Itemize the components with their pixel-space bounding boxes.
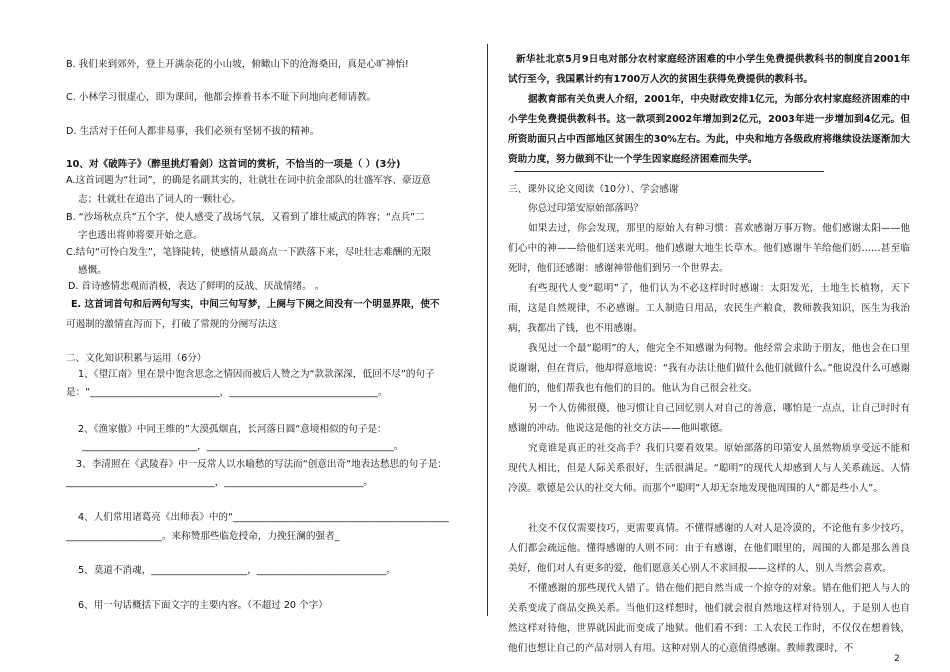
fill-question-5: 5、莫道不消魂，____________________，___________________________。 — [78, 565, 396, 576]
passage-paragraph-2: 有些现代人变“聪明”了，他们认为不必这样时时感谢：太阳发光，土地生长植物，天下雨，这是自然规律，不必感谢。工人制造日用品，农民生产粮食，教师教我知识，医生为我治病，我都出了钱，也不用感谢。 — [508, 283, 910, 334]
q10-option-a-line1: A.这首词题为“壮词”，的确是名副其实的，壮就壮在词中抗金部队的壮盛军容、豪迈意 — [66, 175, 431, 186]
option-d-line: D. 生活对于任何人都非易事，我们必须有坚韧不拔的精神。 — [66, 126, 320, 137]
fill-question-1: 1、《望江南》里在景中饱含思念之情因而被后人赞之为“款款深深，低回不尽”的句子 — [78, 369, 435, 380]
q10-option-b-line1: B. “沙场秋点兵”五个字，使人感受了战场气氛，又看到了雄壮威武的阵容；“点兵”二 — [66, 212, 425, 223]
option-b-line: B. 我们来到郊外，登上开满杂花的小山坡，俯瞰山下的沧海桑田，真是心旷神怡! — [66, 59, 409, 70]
news-paragraph-2: 据教育部有关负责人介绍，2001年，中央财政安排1亿元，为部分农村家庭经济困难的中小学生免费提供教科书。这一款项到2002年增加到2亿元，2003年进一步增加到4亿元。但所资助面只占中西部地区贫困生的30%左右。为此，中央和地方各级政府将继续设法逐渐加大资助力度，努力做到不让一个学生因家庭经济困难而失学。 — [508, 94, 910, 165]
passage-paragraph-3: 我见过一个最“聪明”的人，他完全不知感谢为何物。他经常会求助于朋友，他也会在口里说谢谢，但在背后，他却得意地说：“我有办法让他们做什么他们就做什么。”他说没什么可感谢他们的，他们帮我也有他们的目的。他认为自己很会社交。 — [508, 343, 910, 394]
q10-option-d-line: D. 首诗感情悲观而消极，表达了鲜明的反战、厌战情绪。 。 — [68, 281, 325, 292]
passage-paragraph-6: 社交不仅仅需要技巧，更需要真情。不懂得感谢的人对人是冷漠的，不论他有多少技巧，人们都会疏远他。懂得感谢的人则不同：由于有感谢，在他们眼里的，周围的人都是那么善良美好，他们对人有更多的爱，他们愿意关心别人不求回报——这样的人，别人当然会喜欢。 — [508, 523, 910, 574]
q10-option-e-line2: 可遏制的激情直泻而下，打破了常规的分阕写法这 — [66, 319, 278, 330]
column-divider — [487, 44, 488, 616]
passage-paragraph-5: 究竟谁是真正的社交高手？我们只要看效果。原始部落的印第安人虽然物质享受远不能和现代人相比，但是人际关系很好，生活很满足。“聪明”的现代人却感到人与人关系疏远、人情冷漠。歌德是公认的社交大师。而那个“聪明”人却无奈地发现他周围的人“都是些小人”。 — [508, 443, 910, 494]
passage-paragraph-4: 另一个人仿佛很傻，他习惯让自己回忆别人对自己的善意，哪怕是一点点，让自己时时有感谢的冲动。他说这是他的社交方法——他叫歌德。 — [508, 403, 910, 434]
fill-question-6: 6、用一句话概括下面文字的主要内容。（不超过 20 个字） — [78, 600, 328, 611]
q10-option-c-line2: 感慨。 — [78, 265, 107, 276]
news-paragraph-1: 新华社北京5月9日电对部分农村家庭经济困难的中小学生免费提供教科书的制度自2001年试行至今，我国累计约有1700万人次的贫困生获得免费提供的教科书。 — [508, 54, 910, 85]
passage-paragraph-7: 不懂感谢的那些现代人错了。错在他们把自然当成一个掠夺的对象。错在他们把人与人的关系变成了商品交换关系。当他们这样想时，他们就会很自然地这样对待别人，于是别人也自然这样对待他，世界就因此而变成了地狱。他们看不到：工人农民工作时，不仅仅在想着钱，他们也想让自己的产品对别人有用。这种对别人的心意值得感谢。教师教课时，不 — [508, 583, 910, 654]
option-c-line: C. 小林学习很虚心，即为课间，他都会捧着书本不耻下问地向老师请教。 — [66, 92, 377, 103]
fill-question-4-blanks: ____________________。来称赞那些临危授命，力挽狂澜的强者_ — [66, 531, 340, 542]
section-2-heading: 二、文化知识积累与运用（6分） — [66, 353, 207, 364]
reading-question: 你总过印第安原始部落吗？ — [528, 203, 644, 214]
fill-question-2-blanks: ________________________，_______________________________________。 — [82, 441, 404, 452]
q10-option-e-line1: E. 这首词首句和后两句写实，中间三句写梦，上阕与下阕之间没有一个明显界限，使不 — [71, 299, 440, 310]
fill-question-2: 2、《渔家傲》中同王维的”大漠孤烟直，长河落日圆“意境相似的句子是： — [78, 424, 387, 435]
separator-rule — [514, 171, 824, 172]
q10-option-b-line2: 字也透出将帅将要开始之意。 — [78, 230, 203, 241]
fill-question-1-blanks: 是：“___________________________，_______________________________。 — [66, 387, 388, 398]
fill-question-4: 4、人们常用诸葛亮《出师表》中的“_____________________________________________ — [78, 512, 449, 523]
fill-question-3-blanks: _______________________________，_____________________________。 — [66, 477, 373, 488]
section-3-heading: 三、课外议论文阅读（10分）、学会感谢 — [508, 184, 679, 195]
question-10: 10、对《破阵子》（醉里挑灯看剑）这首词的赏析，不恰当的一项是（ ）(3分) — [66, 159, 401, 170]
passage-paragraph-1: 如果去过，你会发现，那里的原始人有种习惯：喜欢感谢万事万物。他们感谢太阳——他们心中的神——给他们送来光明。他们感谢大地生长草木。他们感谢牛羊给他们奶……甚至临死时，他们还感谢：感谢神带他们到另一个世界去。 — [508, 223, 910, 274]
fill-question-3: 3、李清照在《武陵春》中一反常人以水喻愁的写法而“创意出奇”地表达愁思的句子是： — [76, 459, 448, 470]
page-number: 2 — [894, 654, 900, 664]
q10-option-a-line2: 志；壮就壮在道出了词人的一颗壮心。 — [78, 194, 242, 205]
q10-option-c-line1: C.结句“可怜白发生”，笔锋陡转，使感情从最高点一下跌落下来，尽吐壮志难酬的无限 — [66, 247, 432, 258]
